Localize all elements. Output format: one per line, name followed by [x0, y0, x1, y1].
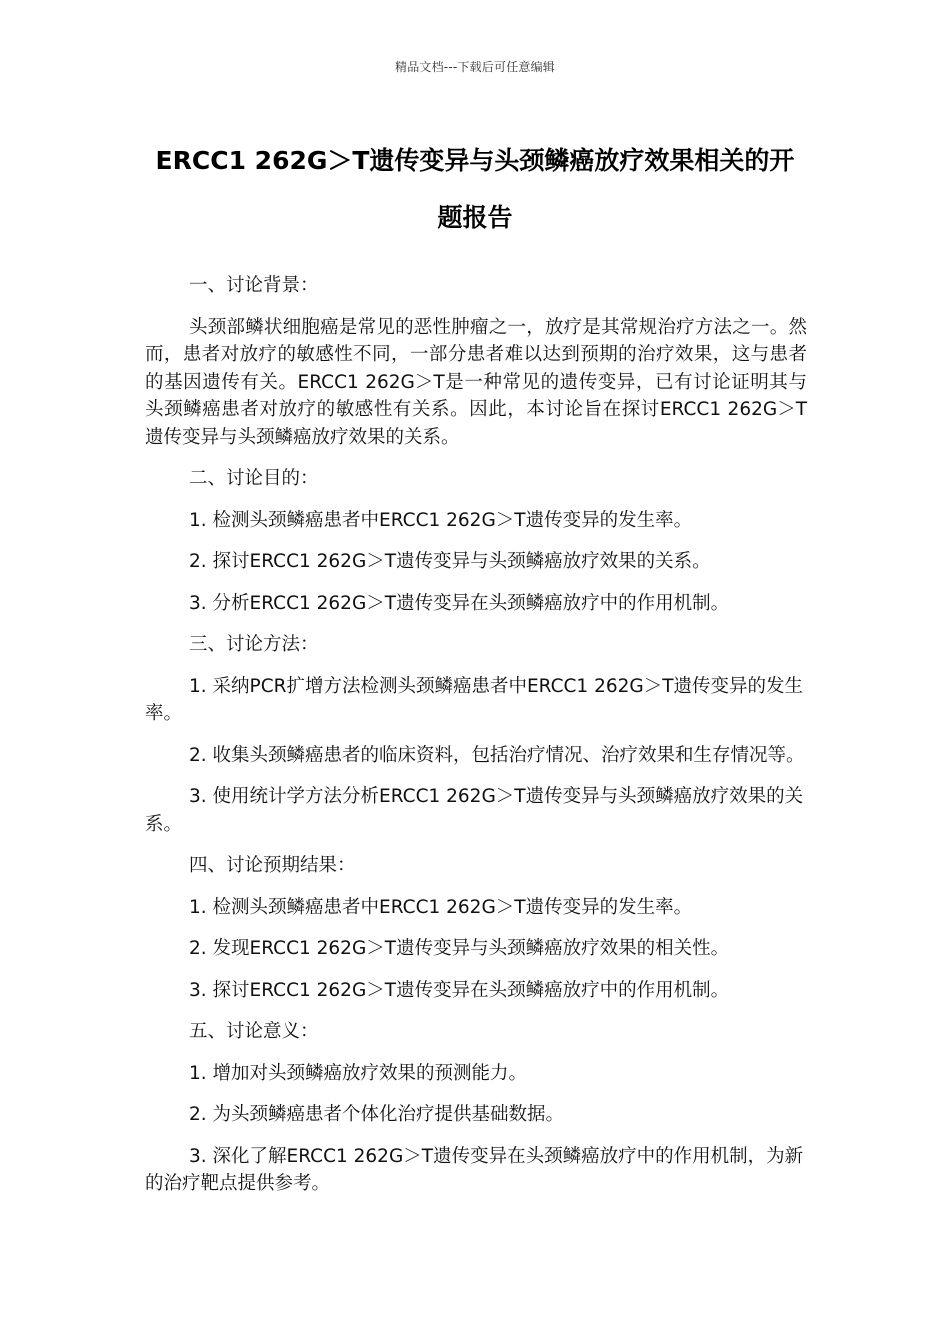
- document-title: ERCC1 262G＞T遗传变异与头颈鳞癌放疗效果相关的开题报告: [155, 146, 795, 232]
- section-heading-background: 一、讨论背景：: [189, 275, 319, 296]
- expected-result-item: 3. 探讨ERCC1 262G＞T遗传变异在头颈鳞癌放疗中的作用机制。: [189, 979, 730, 1001]
- section-heading-significance: 五、讨论意义：: [189, 1021, 319, 1042]
- significance-item: 3. 深化了解ERCC1 262G＞T遗传变异在头颈鳞癌放疗中的作用机制，为新的治疗靶点提供参考。: [145, 1145, 804, 1194]
- section-heading-expected-results: 四、讨论预期结果：: [189, 855, 356, 876]
- significance-item: 2. 为头颈鳞癌患者个体化治疗提供基础数据。: [189, 1104, 565, 1125]
- method-item: 2. 收集头颈鳞癌患者的临床资料，包括治疗情况、治疗效果和生存情况等。: [189, 744, 805, 766]
- method-item: 3. 使用统计学方法分析ERCC1 262G＞T遗传变异与头颈鳞癌放疗效果的关系。: [145, 786, 804, 835]
- objective-item: 1. 检测头颈鳞癌患者中ERCC1 262G＞T遗传变异的发生率。: [189, 509, 693, 531]
- expected-result-item: 2. 发现ERCC1 262G＞T遗传变异与头颈鳞癌放疗效果的相关性。: [189, 938, 730, 959]
- objective-item: 2. 探讨ERCC1 262G＞T遗传变异与头颈鳞癌放疗效果的关系。: [189, 551, 711, 572]
- method-item: 1. 采纳PCR扩增方法检测头颈鳞癌患者中ERCC1 262G＞T遗传变异的发生率。: [145, 675, 804, 724]
- background-paragraph: 头颈部鳞状细胞癌是常见的恶性肿瘤之一，放疗是其常规治疗方法之一。然而，患者对放疗的敏感性不同，一部分患者难以达到预期的治疗效果，这与患者的基因遗传有关。ERCC1 262G＞T是一种常见的遗传变异，已有讨论证明其与头颈鳞癌患者对放疗的敏感性有关系。因此，本讨论旨在探讨ERCC1 262G＞T遗传变异与头颈鳞癌放疗效果的关系。: [145, 316, 807, 448]
- document-body: [145, 272, 807, 1212]
- section-heading-objectives: 二、讨论目的：: [189, 468, 319, 489]
- header-note: 精品文档---下载后可任意编辑: [395, 60, 555, 74]
- section-heading-methods: 三、讨论方法：: [189, 634, 319, 655]
- objective-item: 3. 分析ERCC1 262G＞T遗传变异在头颈鳞癌放疗中的作用机制。: [189, 592, 730, 614]
- significance-item: 1. 增加对头颈鳞癌放疗效果的预测能力。: [189, 1062, 528, 1084]
- expected-result-item: 1. 检测头颈鳞癌患者中ERCC1 262G＞T遗传变异的发生率。: [189, 896, 693, 918]
